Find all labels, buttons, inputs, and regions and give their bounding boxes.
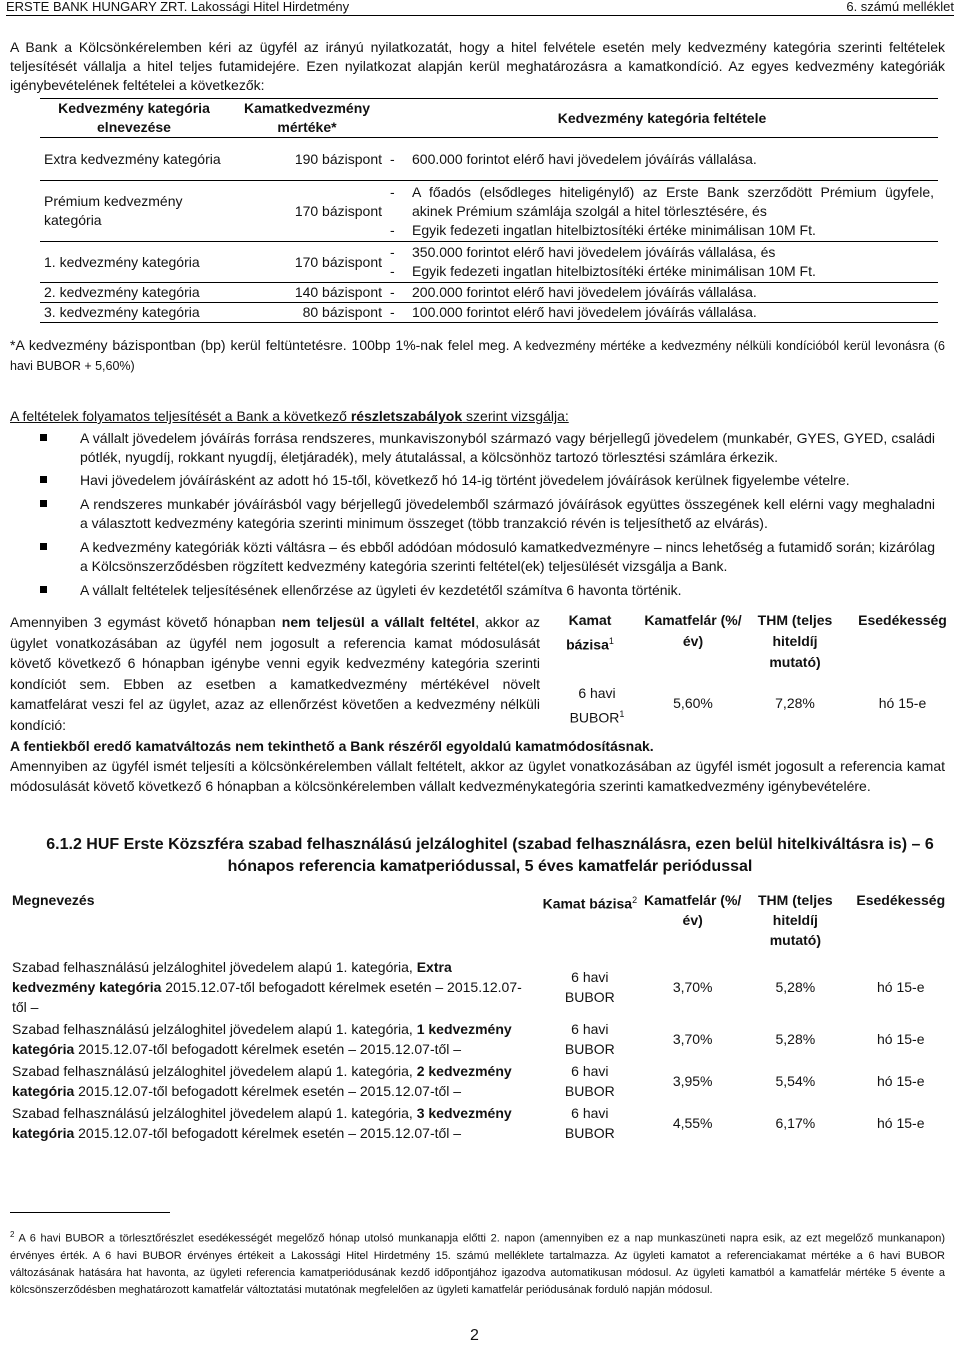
bullet-square-icon <box>40 500 47 507</box>
penalty-margin: 5,60% <box>673 695 713 711</box>
product-name: Szabad felhasználású jelzáloghitel jövedelem alapú 1. kategória, 1 kedvezmény kategória 2015.12.07-től befogadott kérelmek esetén – 2015.12.07-től – <box>12 1021 512 1057</box>
page-number: 2 <box>470 1327 479 1344</box>
product-name: Szabad felhasználású jelzáloghitel jövedelem alapú 1. kategória, 3 kedvezmény kategória 2015.12.07-től befogadott kérelmek esetén – 2015.12.07-től – <box>12 1105 512 1141</box>
row-name: 3. kedvezmény kategória <box>40 303 228 323</box>
header-annex: 6. számú melléklet <box>846 0 954 14</box>
table-row <box>10 1018 955 1060</box>
row-condition: Egyik fedezeti ingatlan hitelbiztosítéki értéke minimálisan 10M Ft. <box>412 221 816 238</box>
footnote-divider <box>10 1212 170 1213</box>
header-condition: Kedvezmény kategória feltétele <box>386 99 938 138</box>
penalty-due: hó 15-e <box>878 695 927 711</box>
bullet-square-icon <box>40 586 47 593</box>
header-rate-base: Kamat bázisa$^1$ <box>566 612 614 653</box>
section-title: 6.1.2 HUF Erste Közszféra szabad felhasználású jelzáloghitel (szabad felhasználásra, ezen belül hitelkiváltásra is) – 6 hónapos referencia kamatperiódussal, 5 éves kamatfelár periódussal <box>46 836 934 875</box>
header-thm: THM (teljes hiteldíj mutató) <box>757 612 833 670</box>
row-rate: 140 bázispont <box>228 283 386 303</box>
discount-note <box>10 336 945 376</box>
table-row <box>10 1060 955 1102</box>
product-thm: 5,28% <box>775 979 816 995</box>
product-thm: 5,28% <box>775 1031 816 1047</box>
row-name: Extra kedvezmény kategória <box>40 138 228 181</box>
product-margin: 3,95% <box>672 1073 713 1089</box>
bullet-square-icon <box>40 434 47 441</box>
penalty-bold-line: A fentiekből eredő kamatváltozás nem tekinthető a Bank részéről egyoldalú kamatmódosításnak. <box>10 738 654 754</box>
product-thm: 5,54% <box>775 1073 816 1089</box>
row-condition: 350.000 forintot elérő havi jövedelem jóváírás vállalása, és <box>412 244 776 260</box>
header-category-name: Kedvezmény kategória elnevezése <box>40 99 228 138</box>
penalty-thm: 7,28% <box>775 695 815 711</box>
bullet-square-icon <box>40 476 47 483</box>
row-name: 2. kedvezmény kategória <box>40 283 228 303</box>
row-name: Prémium kedvezmény kategória <box>40 181 228 242</box>
header-rate-base: Kamat bázisa$^2$ <box>542 895 638 912</box>
row-rate: 190 bázispont <box>228 138 386 181</box>
row-condition: 600.000 forintot elérő havi jövedelem jóváírás vállalása. <box>412 150 757 167</box>
product-base: 6 havi BUBOR <box>564 969 615 1005</box>
product-base: 6 havi BUBOR <box>564 1063 615 1099</box>
header-title: ERSTE BANK HUNGARY ZRT. Lakossági Hitel Hirdetmény <box>6 0 350 14</box>
discount-note-deduction: A kedvezmény mértéke a kedvezmény nélküli kondícióból kerül levonásra (6 havi BUBOR + 5,60%) <box>10 339 945 373</box>
header-margin: Kamatfelár (%/év) <box>644 612 742 649</box>
discount-note-basis: *A kedvezmény bázispontban (bp) kerül feltüntetésre. 100bp 1%-nak felel meg. <box>10 337 510 353</box>
product-margin: 3,70% <box>672 979 713 995</box>
discount-table: Kedvezmény kategória elnevezése Kamatkedvezmény mértéke* Kedvezmény kategória feltétele Extra kedvezmény kategória 190 bázispont - 600.000 forintot elérő havi jövedelem jóváírás vállalása. Prémium kedvezmény kategória 170 bázispont - A főadós (elsődleges hiteligénylő) az Erste Bank szerződött Prémium ügyfele, akinek Prémium számlája szolgál a hitel törlesztésére, és - Egyik fedezeti ingatlan hitelbiztosítéki értéke minimálisan 10M Ft. 1. kedvezmény kategória 170 bázispont - 350.000 forintot elérő havi jövedelem jóváírás vállalása, és - Egyik fedezeti ingatlan hitelbiztosítéki értéke minimálisan 10M Ft. 2. kedvezmény kategória 140 bázispont - 200.000 forintot elérő havi jövedelem jóváírás vállalása. 3. kedvezmény kategória 80 bázispont - 100.000 forintot elérő havi jövedelem jóváírás vállalása. <box>40 98 938 323</box>
product-margin: 4,55% <box>672 1115 713 1131</box>
header-name: Megnevezés <box>12 892 95 908</box>
rules-intro: A feltételek folyamatos teljesítését a Bank a következő részletszabályok szerint vizsgálja: <box>10 408 569 424</box>
row-rate: 80 bázispont <box>228 303 386 323</box>
product-due: hó 15-e <box>877 1073 925 1089</box>
product-base: 6 havi BUBOR <box>564 1021 615 1057</box>
header-margin: Kamatfelár (%/év) <box>644 892 742 928</box>
footnote-mark: 2 <box>10 1230 15 1239</box>
intro-paragraph: A Bank a Kölcsönkérelemben kéri az ügyfél az irányú nyilatkozatát, hogy a hitel felvétele esetén mely kedvezmény kategória szerinti feltételek teljesítését vállalja a hitel teljes futamidejére. Ezen nyilatkozat alapján kerül meghatározásra a kamatkondíció. Az egyes kedvezmény kategóriák igénybevételének feltételei a következők: <box>10 39 945 93</box>
table-row <box>10 1102 955 1144</box>
product-thm: 6,17% <box>775 1115 816 1131</box>
product-due: hó 15-e <box>877 979 925 995</box>
header-due: Esedékesség <box>858 612 947 628</box>
product-margin: 3,70% <box>672 1031 713 1047</box>
row-name: 1. kedvezmény kategória <box>40 242 228 283</box>
page-header <box>6 0 954 16</box>
bullet-square-icon <box>40 543 47 550</box>
product-due: hó 15-e <box>877 1031 925 1047</box>
penalty-after-text: Amennyiben az ügyfél ismét teljesíti a kölcsönkérelemben vállalt feltételt, akkor az ügylet vonatkozásában az ügyfél ismét jogosult a referencia kamat módosulását követő következő 6 hónapban a kölcsönkérelemben vállalt kedvezménykategória szerinti kamatkedvezmény igénybevételére. <box>10 758 945 794</box>
header-discount-rate: Kamatkedvezmény mértéke* <box>228 99 386 138</box>
penalty-paragraph: Amennyiben 3 egymást követő hónapban nem teljesül a vállalt feltétel, akkor az ügylet vonatkozásában az ügyfél nem jogosult a referencia kamat módosulását követő következő 6 hónapban igénybe venni egyik kedvezmény kategória szerinti kondíciót sem. Ebben az esetben a kamatkedvezmény mértékével növelt kamatfelárat veszi fel az ügylet, azaz az ellenőrzést követően a kedvezmény nélküli kondíció: <box>10 614 540 733</box>
product-name: Szabad felhasználású jelzáloghitel jövedelem alapú 1. kategória, Extra kedvezmény kategória 2015.12.07-től befogadott kérelmek esetén – 2015.12.07-től – <box>12 959 522 1015</box>
footnote <box>10 1226 945 1299</box>
product-name: Szabad felhasználású jelzáloghitel jövedelem alapú 1. kategória, 2 kedvezmény kategória 2015.12.07-től befogadott kérelmek esetén – 2015.12.07-től – <box>12 1063 512 1099</box>
row-condition: 100.000 forintot elérő havi jövedelem jóváírás vállalása. <box>412 304 757 320</box>
row-rate: 170 bázispont <box>228 242 386 283</box>
footnote-text: A 6 havi BUBOR a törlesztőrészlet esedékességét megelőző hónap utolsó munkanapja előtti 2. napon (amennyiben ez a nap munkaszüneti napra esik, az ezt megelőző munkanapon) érvényes érték. A 6 havi BUBOR érvényes értékeit a Lakossági Hitel Hirdetmény 15. számú melléklete tartalmazza. Az ügyleti kamatot a referenciakamat mértéke a 6 havi BUBOR változásának hatására hat havonta, az ügyleti referencia kamatperiódusának kezdő időpontjához igazodva automatikusan módosul. Az ügyleti kamatból a kamatfelár mértéke 5 évente a kölcsönszerződésben meghatározott kamatfelár változtatási mutatónak megfelelően az ügyleti kamatfelár periódusának forduló napján módosul. <box>10 1232 946 1296</box>
product-due: hó 15-e <box>877 1115 925 1131</box>
header-due: Esedékesség <box>856 892 946 908</box>
product-base: 6 havi BUBOR <box>564 1105 615 1141</box>
row-condition: 200.000 forintot elérő havi jövedelem jóváírás vállalása. <box>412 284 757 300</box>
product-table <box>10 888 955 1144</box>
row-rate: 170 bázispont <box>228 181 386 242</box>
table-row <box>10 956 955 1018</box>
row-condition: Egyik fedezeti ingatlan hitelbiztosítéki értéke minimálisan 10M Ft. <box>412 263 816 279</box>
penalty-base: 6 havi BUBOR$^1$ <box>569 685 625 726</box>
header-thm: THM (teljes hiteldíj mutató) <box>758 892 833 948</box>
row-condition: A főadós (elsődleges hiteligénylő) az Erste Bank szerződött Prémium ügyfele, akinek Prémium számlája szolgál a hitel törlesztésére, és <box>412 183 934 219</box>
